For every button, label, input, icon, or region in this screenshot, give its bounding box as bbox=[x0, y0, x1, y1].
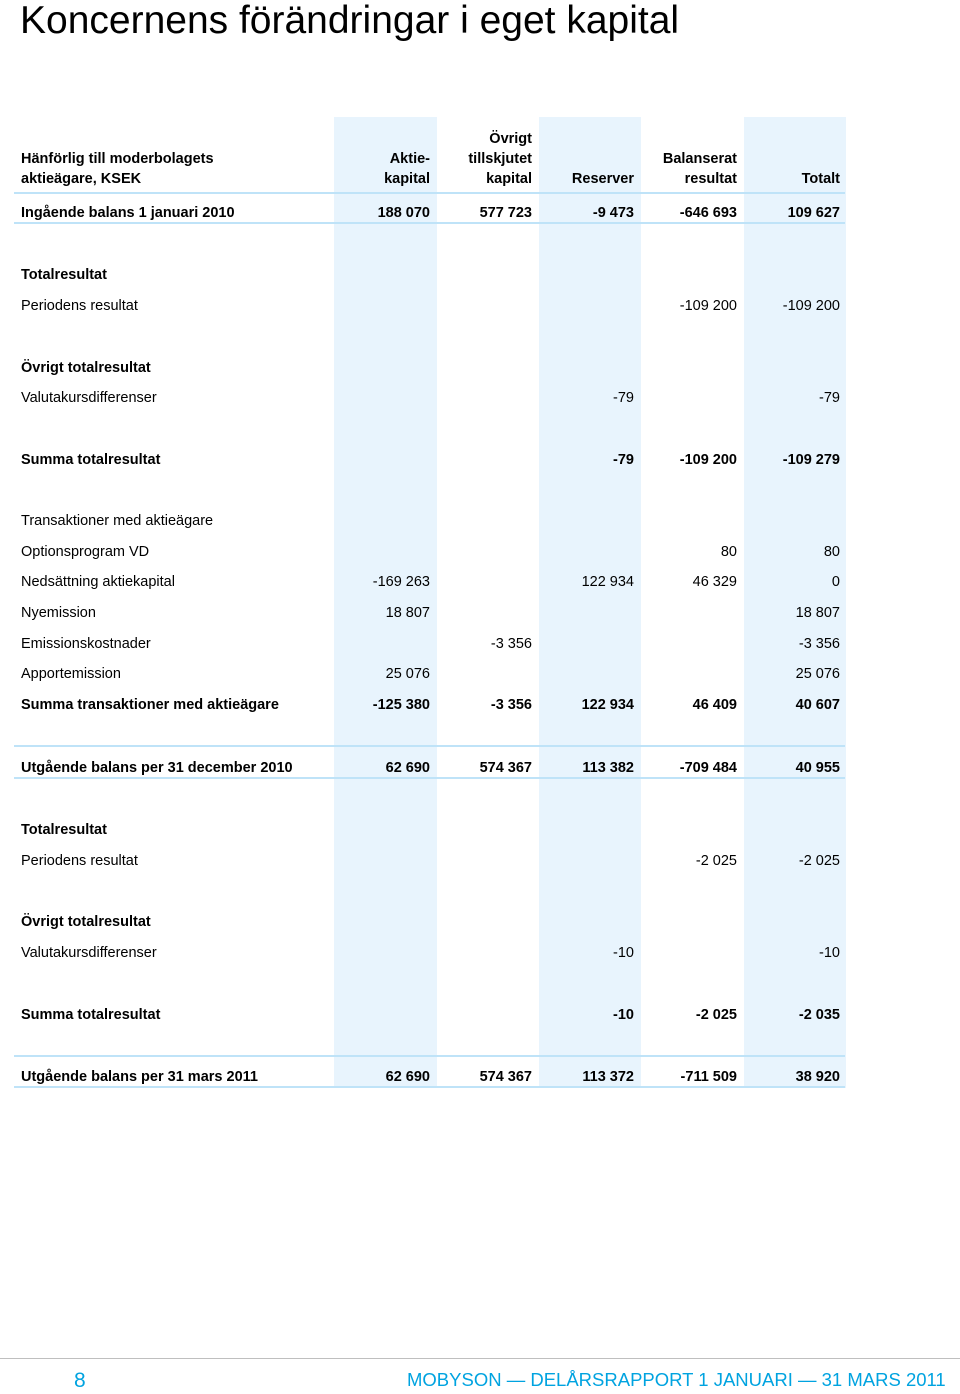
cell-reserver: -10 bbox=[613, 1007, 634, 1023]
cell-balanserat-resultat: -109 200 bbox=[679, 298, 737, 314]
cell-aktiekapital: 188 070 bbox=[377, 205, 430, 221]
cell-aktiekapital: -125 380 bbox=[372, 697, 430, 713]
cell-reserver: 113 372 bbox=[582, 1069, 634, 1085]
cell-reserver: 122 934 bbox=[581, 574, 634, 590]
rule-before-utgaende-2011 bbox=[14, 1055, 845, 1057]
cell-reserver: -79 bbox=[613, 390, 634, 406]
cell-ovrigt-tillskjutet-kapital: -3 356 bbox=[490, 636, 532, 652]
page-title: Koncernens förändringar i eget kapital bbox=[20, 0, 680, 42]
cell-reserver: 113 382 bbox=[582, 760, 634, 776]
cell-reserver: -9 473 bbox=[592, 205, 634, 221]
cell-balanserat-resultat: -2 025 bbox=[695, 1007, 737, 1023]
row-label: Valutakursdifferenser bbox=[21, 390, 157, 406]
cell-aktiekapital: 62 690 bbox=[385, 1069, 430, 1085]
cell-balanserat-resultat: -709 484 bbox=[679, 760, 737, 776]
cell-totalt: -109 200 bbox=[782, 298, 840, 314]
header-label bbox=[21, 149, 214, 189]
column-header-line: Aktie- bbox=[389, 151, 430, 167]
row-label: Summa totalresultat bbox=[21, 452, 161, 468]
cell-reserver: -79 bbox=[613, 452, 634, 468]
rule-after-utgaende-2011 bbox=[14, 1086, 845, 1088]
column-header-line: tillskjutet bbox=[468, 151, 532, 167]
row-label: Nedsättning aktiekapital bbox=[21, 574, 175, 590]
cell-totalt: 109 627 bbox=[787, 205, 840, 221]
row-label: Summa transaktioner med aktieägare bbox=[21, 697, 279, 713]
header-rule bbox=[14, 192, 845, 194]
cell-balanserat-resultat: 80 bbox=[720, 544, 737, 560]
row-label: Optionsprogram VD bbox=[21, 544, 150, 560]
cell-totalt: 0 bbox=[831, 574, 840, 590]
column-header-line: Övrigt bbox=[489, 131, 532, 147]
column-header-ovrigt-tillskjutet-kapital bbox=[432, 129, 532, 189]
column-header-line: Totalt bbox=[801, 171, 840, 187]
row-label: Periodens resultat bbox=[21, 853, 138, 869]
column-band-reserver bbox=[539, 117, 641, 1088]
column-header-aktiekapital bbox=[340, 149, 430, 189]
cell-totalt: 25 076 bbox=[795, 666, 840, 682]
cell-ovrigt-tillskjutet-kapital: -3 356 bbox=[490, 697, 532, 713]
column-header-line: Reserver bbox=[571, 171, 634, 187]
row-label: Övrigt totalresultat bbox=[21, 360, 151, 376]
column-header-line: Balanserat bbox=[662, 151, 737, 167]
cell-totalt: 40 607 bbox=[795, 697, 840, 713]
header-label-line: Hänförlig till moderbolagets bbox=[21, 151, 214, 167]
row-label: Ingående balans 1 januari 2010 bbox=[21, 205, 235, 221]
row-label: Totalresultat bbox=[21, 822, 107, 838]
footer-rule bbox=[0, 1358, 960, 1359]
cell-totalt: -2 025 bbox=[798, 853, 840, 869]
row-label: Nyemission bbox=[21, 605, 96, 621]
row-label: Valutakursdifferenser bbox=[21, 945, 157, 961]
cell-ovrigt-tillskjutet-kapital: 574 367 bbox=[479, 760, 532, 776]
header-label-line: aktieägare, KSEK bbox=[21, 171, 142, 187]
row-label: Periodens resultat bbox=[21, 298, 138, 314]
column-header-totalt bbox=[750, 169, 840, 189]
column-band-totalt bbox=[744, 117, 846, 1088]
rule-after-ingaende bbox=[14, 222, 845, 224]
row-label: Emissionskostnader bbox=[21, 636, 151, 652]
page-number: 8 bbox=[74, 1369, 86, 1392]
cell-totalt: 38 920 bbox=[795, 1069, 840, 1085]
row-label: Summa totalresultat bbox=[21, 1007, 161, 1023]
row-label: Utgående balans per 31 mars 2011 bbox=[21, 1069, 258, 1085]
cell-balanserat-resultat: -2 025 bbox=[695, 853, 737, 869]
cell-totalt: -79 bbox=[819, 390, 840, 406]
cell-ovrigt-tillskjutet-kapital: 577 723 bbox=[479, 205, 532, 221]
cell-balanserat-resultat: 46 409 bbox=[692, 697, 737, 713]
cell-balanserat-resultat: -711 509 bbox=[680, 1069, 737, 1085]
column-band-aktiekapital bbox=[334, 117, 437, 1088]
row-label: Apportemission bbox=[21, 666, 121, 682]
column-header-reserver bbox=[544, 169, 634, 189]
cell-balanserat-resultat: -109 200 bbox=[679, 452, 737, 468]
row-label: Totalresultat bbox=[21, 267, 107, 283]
cell-reserver: -10 bbox=[613, 945, 634, 961]
cell-totalt: -109 279 bbox=[782, 452, 840, 468]
cell-aktiekapital: 18 807 bbox=[385, 605, 430, 621]
column-header-balanserat-resultat bbox=[637, 149, 737, 189]
cell-aktiekapital: 62 690 bbox=[385, 760, 430, 776]
cell-totalt: -2 035 bbox=[798, 1007, 840, 1023]
rule-after-utgaende-2010 bbox=[14, 777, 845, 779]
cell-aktiekapital: -169 263 bbox=[372, 574, 430, 590]
cell-ovrigt-tillskjutet-kapital: 574 367 bbox=[479, 1069, 532, 1085]
rule-before-utgaende-2010 bbox=[14, 745, 845, 747]
cell-totalt: 18 807 bbox=[795, 605, 840, 621]
row-label: Utgående balans per 31 december 2010 bbox=[21, 760, 293, 776]
cell-totalt: 40 955 bbox=[795, 760, 840, 776]
row-label: Transaktioner med aktieägare bbox=[21, 513, 214, 529]
cell-aktiekapital: 25 076 bbox=[385, 666, 430, 682]
column-header-line: resultat bbox=[684, 171, 737, 187]
cell-totalt: 80 bbox=[823, 544, 840, 560]
cell-totalt: -10 bbox=[819, 945, 840, 961]
column-header-line: kapital bbox=[384, 171, 430, 187]
footer-text: MOBYSON — DELÅRSRAPPORT 1 JANUARI — 31 MARS 2011 bbox=[407, 1369, 946, 1390]
row-label: Övrigt totalresultat bbox=[21, 914, 151, 930]
column-header-line: kapital bbox=[486, 171, 532, 187]
cell-balanserat-resultat: -646 693 bbox=[679, 205, 737, 221]
cell-totalt: -3 356 bbox=[798, 636, 840, 652]
cell-balanserat-resultat: 46 329 bbox=[692, 574, 737, 590]
cell-reserver: 122 934 bbox=[581, 697, 634, 713]
